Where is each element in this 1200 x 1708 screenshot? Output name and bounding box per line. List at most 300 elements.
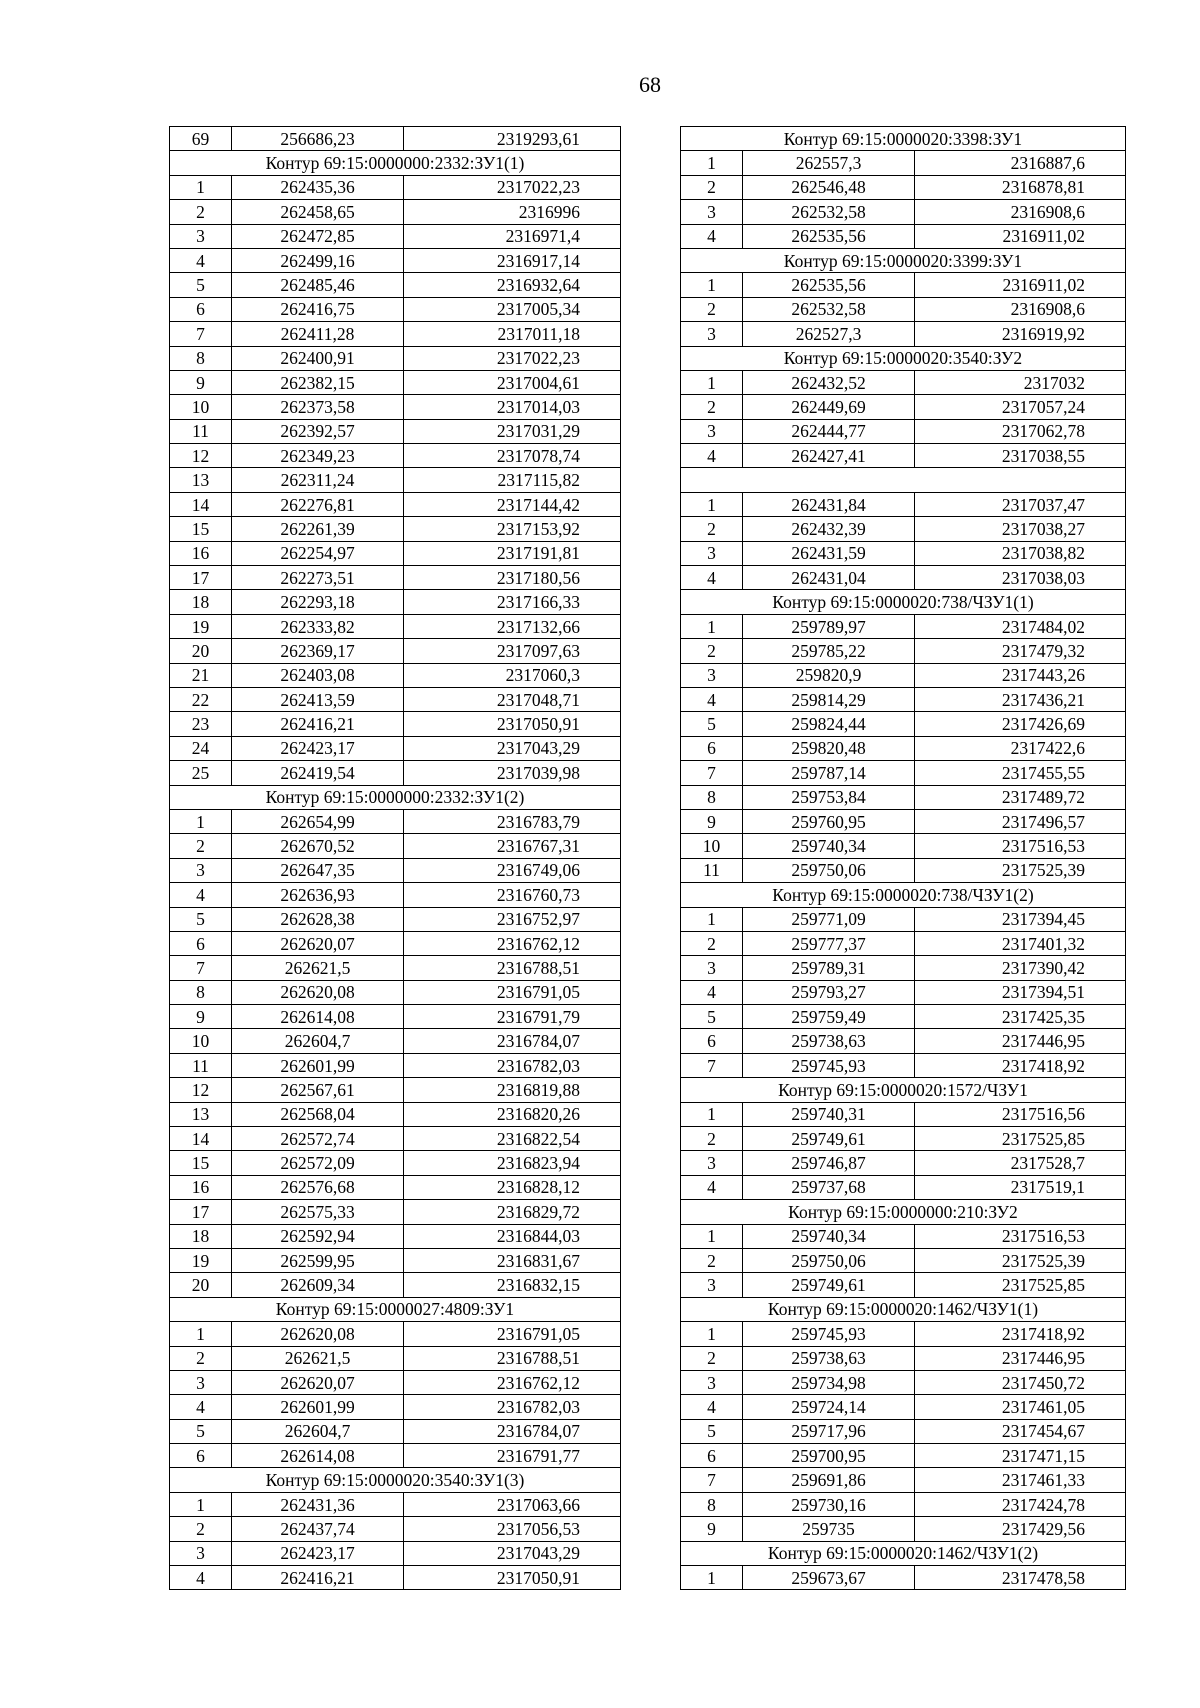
x-coordinate: 262261,39 xyxy=(232,517,404,541)
point-number: 2 xyxy=(170,200,232,224)
coordinate-row xyxy=(170,834,621,858)
point-number: 1 xyxy=(681,273,743,297)
y-coordinate: 2317525,85 xyxy=(915,1127,1126,1151)
x-coordinate: 262620,08 xyxy=(232,1322,404,1346)
coordinate-row xyxy=(681,687,1126,711)
point-number: 9 xyxy=(681,1517,743,1541)
x-coordinate: 262614,08 xyxy=(232,1444,404,1468)
point-number: 2 xyxy=(681,175,743,199)
point-number: 11 xyxy=(681,858,743,882)
point-number: 1 xyxy=(681,1566,743,1590)
x-coordinate: 259789,31 xyxy=(743,956,915,980)
x-coordinate: 262431,04 xyxy=(743,566,915,590)
coordinate-row xyxy=(170,1346,621,1370)
coordinate-row xyxy=(170,1175,621,1199)
x-coordinate: 262419,54 xyxy=(232,761,404,785)
coordinate-row xyxy=(170,1322,621,1346)
coordinate-row xyxy=(170,224,621,248)
point-number: 7 xyxy=(170,956,232,980)
point-number: 17 xyxy=(170,1200,232,1224)
point-number: 14 xyxy=(170,492,232,516)
coordinate-row xyxy=(681,175,1126,199)
coordinate-row xyxy=(170,1248,621,1272)
y-coordinate: 2316820,26 xyxy=(404,1102,621,1126)
coordinate-row xyxy=(681,151,1126,175)
coordinate-row xyxy=(681,541,1126,565)
x-coordinate: 262620,08 xyxy=(232,980,404,1004)
point-number: 2 xyxy=(170,1517,232,1541)
x-coordinate: 262557,3 xyxy=(743,151,915,175)
contour-header-row xyxy=(170,1297,621,1321)
coordinate-row xyxy=(170,1151,621,1175)
y-coordinate: 2317038,27 xyxy=(915,517,1126,541)
coordinate-row xyxy=(681,931,1126,955)
coordinate-row xyxy=(170,1200,621,1224)
point-number: 7 xyxy=(681,1053,743,1077)
x-coordinate: 259730,16 xyxy=(743,1492,915,1516)
x-coordinate: 259749,61 xyxy=(743,1127,915,1151)
coordinate-row xyxy=(170,1273,621,1297)
coordinate-row xyxy=(681,1395,1126,1419)
x-coordinate: 259740,31 xyxy=(743,1102,915,1126)
y-coordinate: 2317390,42 xyxy=(915,956,1126,980)
y-coordinate: 2317455,55 xyxy=(915,761,1126,785)
point-number: 11 xyxy=(170,1053,232,1077)
contour-header-row xyxy=(170,785,621,809)
coordinate-row xyxy=(170,566,621,590)
y-coordinate: 2317014,03 xyxy=(404,395,621,419)
point-number: 2 xyxy=(681,931,743,955)
x-coordinate: 259750,06 xyxy=(743,1248,915,1272)
coordinate-row xyxy=(681,517,1126,541)
y-coordinate: 2316996 xyxy=(404,200,621,224)
left-table-body xyxy=(170,127,621,1590)
x-coordinate: 262449,69 xyxy=(743,395,915,419)
x-coordinate: 262427,41 xyxy=(743,444,915,468)
contour-header: Контур 69:15:0000027:4809:ЗУ1 xyxy=(170,1297,621,1321)
point-number: 4 xyxy=(681,224,743,248)
coordinate-row xyxy=(170,809,621,833)
coordinate-row xyxy=(681,761,1126,785)
point-number: 20 xyxy=(170,1273,232,1297)
y-coordinate: 2316749,06 xyxy=(404,858,621,882)
y-coordinate: 2317516,53 xyxy=(915,834,1126,858)
y-coordinate: 2317424,78 xyxy=(915,1492,1126,1516)
coordinate-row xyxy=(170,663,621,687)
y-coordinate: 2319293,61 xyxy=(404,127,621,151)
x-coordinate: 259789,97 xyxy=(743,614,915,638)
coordinate-row xyxy=(681,1444,1126,1468)
point-number: 2 xyxy=(170,1346,232,1370)
y-coordinate: 2317166,33 xyxy=(404,590,621,614)
point-number: 5 xyxy=(170,907,232,931)
point-number: 8 xyxy=(170,980,232,1004)
y-coordinate: 2317484,02 xyxy=(915,614,1126,638)
x-coordinate: 262604,7 xyxy=(232,1419,404,1443)
point-number: 16 xyxy=(170,541,232,565)
y-coordinate: 2317422,6 xyxy=(915,736,1126,760)
coordinate-row xyxy=(681,395,1126,419)
y-coordinate: 2317528,7 xyxy=(915,1151,1126,1175)
coordinate-row xyxy=(170,444,621,468)
x-coordinate: 262628,38 xyxy=(232,907,404,931)
point-number: 13 xyxy=(170,1102,232,1126)
point-number: 23 xyxy=(170,712,232,736)
y-coordinate: 2317037,47 xyxy=(915,492,1126,516)
x-coordinate: 262423,17 xyxy=(232,1541,404,1565)
y-coordinate: 2317489,72 xyxy=(915,785,1126,809)
coordinate-row xyxy=(681,1566,1126,1590)
point-number: 1 xyxy=(170,1322,232,1346)
point-number: 3 xyxy=(681,1370,743,1394)
x-coordinate: 262416,75 xyxy=(232,297,404,321)
coordinate-row xyxy=(681,370,1126,394)
coordinate-row xyxy=(170,907,621,931)
point-number: 5 xyxy=(170,1419,232,1443)
coordinate-row xyxy=(681,1273,1126,1297)
y-coordinate: 2317038,03 xyxy=(915,566,1126,590)
point-number: 69 xyxy=(170,127,232,151)
y-coordinate: 2317471,15 xyxy=(915,1444,1126,1468)
y-coordinate: 2317038,82 xyxy=(915,541,1126,565)
coordinate-row xyxy=(681,785,1126,809)
x-coordinate: 262311,24 xyxy=(232,468,404,492)
coordinate-row xyxy=(170,1370,621,1394)
contour-header-row xyxy=(170,1468,621,1492)
y-coordinate: 2317446,95 xyxy=(915,1346,1126,1370)
coordinate-row xyxy=(170,1127,621,1151)
y-coordinate: 2316829,72 xyxy=(404,1200,621,1224)
coordinate-row xyxy=(170,297,621,321)
coordinate-row xyxy=(170,322,621,346)
coordinate-row xyxy=(170,127,621,151)
coordinate-row xyxy=(170,883,621,907)
x-coordinate: 262601,99 xyxy=(232,1053,404,1077)
x-coordinate: 262527,3 xyxy=(743,322,915,346)
y-coordinate: 2316917,14 xyxy=(404,248,621,272)
point-number: 4 xyxy=(170,1395,232,1419)
x-coordinate: 262620,07 xyxy=(232,931,404,955)
y-coordinate: 2317115,82 xyxy=(404,468,621,492)
y-coordinate: 2316908,6 xyxy=(915,200,1126,224)
coordinate-row xyxy=(170,419,621,443)
point-number: 8 xyxy=(681,1492,743,1516)
x-coordinate: 262614,08 xyxy=(232,1005,404,1029)
y-coordinate: 2317132,66 xyxy=(404,614,621,638)
x-coordinate: 262435,36 xyxy=(232,175,404,199)
contour-header-row xyxy=(681,1297,1126,1321)
contour-header-row xyxy=(681,590,1126,614)
coordinate-row xyxy=(170,1224,621,1248)
y-coordinate: 2316822,54 xyxy=(404,1127,621,1151)
point-number: 4 xyxy=(681,980,743,1004)
coordinate-row xyxy=(170,590,621,614)
coordinate-row xyxy=(170,395,621,419)
x-coordinate: 259749,61 xyxy=(743,1273,915,1297)
x-coordinate: 259737,68 xyxy=(743,1175,915,1199)
coordinate-row xyxy=(170,858,621,882)
point-number: 6 xyxy=(681,736,743,760)
x-coordinate: 259740,34 xyxy=(743,1224,915,1248)
point-number: 6 xyxy=(170,1444,232,1468)
coordinate-row xyxy=(681,322,1126,346)
x-coordinate: 262400,91 xyxy=(232,346,404,370)
point-number: 15 xyxy=(170,1151,232,1175)
coordinate-row xyxy=(170,468,621,492)
contour-header-row xyxy=(681,883,1126,907)
right-table-body xyxy=(681,127,1126,1590)
y-coordinate: 2317043,29 xyxy=(404,1541,621,1565)
y-coordinate: 2317043,29 xyxy=(404,736,621,760)
point-number: 6 xyxy=(681,1444,743,1468)
y-coordinate: 2317050,91 xyxy=(404,712,621,736)
y-coordinate: 2317057,24 xyxy=(915,395,1126,419)
coordinate-row xyxy=(681,956,1126,980)
x-coordinate: 262444,77 xyxy=(743,419,915,443)
point-number: 5 xyxy=(681,712,743,736)
x-coordinate: 262413,59 xyxy=(232,687,404,711)
y-coordinate: 2316762,12 xyxy=(404,1370,621,1394)
x-coordinate: 259759,49 xyxy=(743,1005,915,1029)
y-coordinate: 2317461,33 xyxy=(915,1468,1126,1492)
contour-header: Контур 69:15:0000020:3540:ЗУ2 xyxy=(681,346,1126,370)
contour-header-row xyxy=(681,346,1126,370)
point-number: 13 xyxy=(170,468,232,492)
point-number: 3 xyxy=(170,858,232,882)
point-number: 22 xyxy=(170,687,232,711)
x-coordinate: 259777,37 xyxy=(743,931,915,955)
point-number: 19 xyxy=(170,614,232,638)
x-coordinate: 259760,95 xyxy=(743,809,915,833)
coordinate-row xyxy=(681,444,1126,468)
point-number: 9 xyxy=(170,370,232,394)
coordinate-row xyxy=(681,1102,1126,1126)
contour-header: Контур 69:15:0000000:210:ЗУ2 xyxy=(681,1200,1126,1224)
coordinate-row xyxy=(681,1346,1126,1370)
x-coordinate: 262392,57 xyxy=(232,419,404,443)
coordinate-row xyxy=(170,761,621,785)
x-coordinate: 262575,33 xyxy=(232,1200,404,1224)
x-coordinate: 262535,56 xyxy=(743,224,915,248)
coordinate-row xyxy=(681,809,1126,833)
coordinate-row xyxy=(681,1151,1126,1175)
coordinate-row xyxy=(681,419,1126,443)
x-coordinate: 262609,34 xyxy=(232,1273,404,1297)
point-number: 7 xyxy=(681,1468,743,1492)
x-coordinate: 262432,52 xyxy=(743,370,915,394)
y-coordinate: 2316784,07 xyxy=(404,1419,621,1443)
point-number: 12 xyxy=(170,1078,232,1102)
y-coordinate: 2317525,39 xyxy=(915,1248,1126,1272)
y-coordinate: 2316878,81 xyxy=(915,175,1126,199)
coordinate-row xyxy=(681,980,1126,1004)
x-coordinate: 259673,67 xyxy=(743,1566,915,1590)
x-coordinate: 259820,48 xyxy=(743,736,915,760)
x-coordinate: 262349,23 xyxy=(232,444,404,468)
coordinate-row xyxy=(681,858,1126,882)
contour-header: Контур 69:15:0000020:738/ЧЗУ1(2) xyxy=(681,883,1126,907)
x-coordinate: 262431,59 xyxy=(743,541,915,565)
point-number: 10 xyxy=(170,1029,232,1053)
point-number: 1 xyxy=(681,492,743,516)
x-coordinate: 259740,34 xyxy=(743,834,915,858)
y-coordinate: 2317004,61 xyxy=(404,370,621,394)
x-coordinate: 262621,5 xyxy=(232,1346,404,1370)
point-number: 4 xyxy=(170,248,232,272)
point-number: 11 xyxy=(170,419,232,443)
x-coordinate: 262576,68 xyxy=(232,1175,404,1199)
coordinate-row xyxy=(170,175,621,199)
y-coordinate: 2316767,31 xyxy=(404,834,621,858)
contour-header: Контур 69:15:0000000:2332:ЗУ1(1) xyxy=(170,151,621,175)
x-coordinate: 262254,97 xyxy=(232,541,404,565)
y-coordinate: 2317180,56 xyxy=(404,566,621,590)
y-coordinate: 2317418,92 xyxy=(915,1053,1126,1077)
point-number: 3 xyxy=(681,956,743,980)
point-number: 3 xyxy=(681,541,743,565)
y-coordinate: 2317063,66 xyxy=(404,1492,621,1516)
y-coordinate: 2317022,23 xyxy=(404,175,621,199)
y-coordinate: 2317426,69 xyxy=(915,712,1126,736)
x-coordinate: 259691,86 xyxy=(743,1468,915,1492)
x-coordinate: 259771,09 xyxy=(743,907,915,931)
y-coordinate: 2317479,32 xyxy=(915,639,1126,663)
x-coordinate: 262647,35 xyxy=(232,858,404,882)
point-number: 2 xyxy=(170,834,232,858)
contour-header-row xyxy=(681,1541,1126,1565)
y-coordinate: 2316919,92 xyxy=(915,322,1126,346)
point-number: 4 xyxy=(681,566,743,590)
coordinate-row xyxy=(170,541,621,565)
coordinate-row xyxy=(681,1005,1126,1029)
point-number: 1 xyxy=(681,907,743,931)
x-coordinate: 262369,17 xyxy=(232,639,404,663)
y-coordinate: 2317060,3 xyxy=(404,663,621,687)
coordinate-row xyxy=(681,492,1126,516)
point-number: 3 xyxy=(681,419,743,443)
x-coordinate: 262599,95 xyxy=(232,1248,404,1272)
y-coordinate: 2317429,56 xyxy=(915,1517,1126,1541)
coordinate-row xyxy=(681,1248,1126,1272)
point-number: 1 xyxy=(170,809,232,833)
point-number: 18 xyxy=(170,1224,232,1248)
y-coordinate: 2316911,02 xyxy=(915,273,1126,297)
point-number: 1 xyxy=(681,614,743,638)
coordinate-row xyxy=(681,1053,1126,1077)
x-coordinate: 262572,74 xyxy=(232,1127,404,1151)
x-coordinate: 262333,82 xyxy=(232,614,404,638)
point-number: 15 xyxy=(170,517,232,541)
y-coordinate: 2317450,72 xyxy=(915,1370,1126,1394)
x-coordinate: 262276,81 xyxy=(232,492,404,516)
y-coordinate: 2316832,15 xyxy=(404,1273,621,1297)
coordinate-row xyxy=(170,1078,621,1102)
y-coordinate: 2316791,77 xyxy=(404,1444,621,1468)
coordinate-row xyxy=(681,1517,1126,1541)
x-coordinate: 259746,87 xyxy=(743,1151,915,1175)
x-coordinate: 262670,52 xyxy=(232,834,404,858)
y-coordinate: 2316819,88 xyxy=(404,1078,621,1102)
y-coordinate: 2316791,05 xyxy=(404,980,621,1004)
y-coordinate: 2317478,58 xyxy=(915,1566,1126,1590)
x-coordinate: 259814,29 xyxy=(743,687,915,711)
point-number: 2 xyxy=(681,517,743,541)
coordinate-row xyxy=(681,1224,1126,1248)
coordinate-row xyxy=(681,224,1126,248)
y-coordinate: 2317525,39 xyxy=(915,858,1126,882)
contour-header-row xyxy=(681,1078,1126,1102)
coordinate-row xyxy=(170,370,621,394)
y-coordinate: 2317005,34 xyxy=(404,297,621,321)
x-coordinate: 262431,36 xyxy=(232,1492,404,1516)
point-number: 2 xyxy=(681,1127,743,1151)
y-coordinate: 2317401,32 xyxy=(915,931,1126,955)
coordinate-row xyxy=(170,1541,621,1565)
coordinate-row xyxy=(681,200,1126,224)
coordinate-row xyxy=(170,1053,621,1077)
point-number: 20 xyxy=(170,639,232,663)
x-coordinate: 262382,15 xyxy=(232,370,404,394)
contour-header-row xyxy=(170,151,621,175)
x-coordinate: 262567,61 xyxy=(232,1078,404,1102)
point-number: 3 xyxy=(681,663,743,687)
coordinate-row xyxy=(170,712,621,736)
point-number: 8 xyxy=(681,785,743,809)
coordinate-row xyxy=(170,492,621,516)
point-number: 1 xyxy=(681,151,743,175)
x-coordinate: 262373,58 xyxy=(232,395,404,419)
coordinate-row xyxy=(170,200,621,224)
y-coordinate: 2316783,79 xyxy=(404,809,621,833)
coordinate-row xyxy=(681,1370,1126,1394)
coordinate-row xyxy=(170,956,621,980)
y-coordinate: 2317496,57 xyxy=(915,809,1126,833)
x-coordinate: 262458,65 xyxy=(232,200,404,224)
page-number: 68 xyxy=(639,72,661,97)
coordinate-row xyxy=(170,1444,621,1468)
y-coordinate: 2317062,78 xyxy=(915,419,1126,443)
x-coordinate: 262620,07 xyxy=(232,1370,404,1394)
point-number: 5 xyxy=(170,273,232,297)
point-number: 7 xyxy=(170,322,232,346)
x-coordinate: 262621,5 xyxy=(232,956,404,980)
point-number: 3 xyxy=(170,1370,232,1394)
coordinate-row xyxy=(170,1419,621,1443)
x-coordinate: 262604,7 xyxy=(232,1029,404,1053)
coordinate-row xyxy=(681,566,1126,590)
point-number: 3 xyxy=(681,200,743,224)
point-number: 1 xyxy=(170,1492,232,1516)
point-number: 1 xyxy=(170,175,232,199)
x-coordinate: 259717,96 xyxy=(743,1419,915,1443)
coordinate-row xyxy=(170,1102,621,1126)
coordinate-row xyxy=(170,1492,621,1516)
y-coordinate: 2316823,94 xyxy=(404,1151,621,1175)
point-number: 16 xyxy=(170,1175,232,1199)
y-coordinate: 2317144,42 xyxy=(404,492,621,516)
point-number: 5 xyxy=(681,1005,743,1029)
x-coordinate: 259750,06 xyxy=(743,858,915,882)
point-number: 21 xyxy=(170,663,232,687)
coordinate-row xyxy=(170,248,621,272)
point-number: 4 xyxy=(681,1175,743,1199)
y-coordinate: 2317454,67 xyxy=(915,1419,1126,1443)
y-coordinate: 2317394,51 xyxy=(915,980,1126,1004)
y-coordinate: 2317078,74 xyxy=(404,444,621,468)
coordinate-row xyxy=(681,1127,1126,1151)
coordinate-row xyxy=(170,273,621,297)
x-coordinate: 262485,46 xyxy=(232,273,404,297)
